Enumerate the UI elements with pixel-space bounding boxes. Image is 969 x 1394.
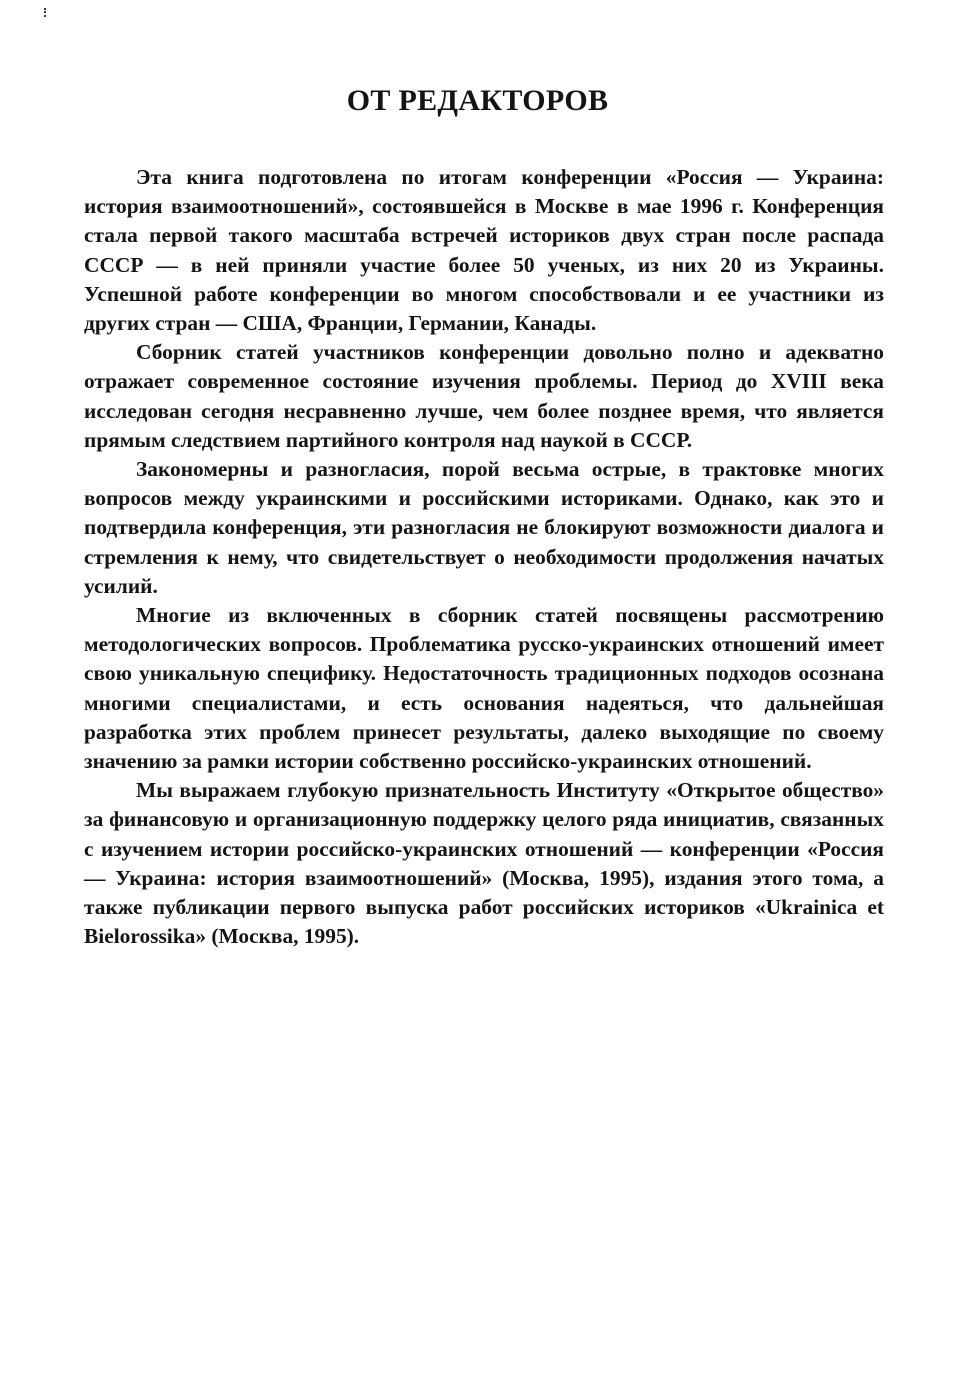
paragraph-3: Закономерны и разногласия, порой весьма острые, в трактовке многих вопросов между украинскими и российскими историками. Однако, как это и подтвердила конференция, эти разногласия не блокируют возможности диалога и стремления к нему, что свидетельствует о необходимости продолжения начатых усилий. <box>84 457 884 598</box>
page-title: ОТ РЕДАКТОРОВ <box>346 84 609 117</box>
paragraph-1: Эта книга подготовлена по итогам конференции «Россия — Украина: история взаимоотношений», состоявшейся в Москве в мае 1996 г. Конференция стала первой такого масштаба встречей историков двух стран после распада СССР — в ней приняли участие более 50 ученых, из них 20 из Украины. Успешной работе конференции во многом способствовали и ее участники из других стран — США, Франции, Германии, Канады. <box>84 165 884 336</box>
paragraph-2: Сборник статей участников конференции довольно полно и адекватно отражает современное состояние изучения проблемы. Период до XVIII века исследован сегодня несравненно лучше, чем более позднее время, что является прямым следствием партийного контроля над наукой в СССР. <box>84 340 884 452</box>
paragraph-4: Многие из включенных в сборник статей посвящены рассмотрению методологических вопросов. Проблематика русско-украинских отношений имеет свою уникальную специфику. Недостаточность традиционных подходов осознана многими специалистами, и есть основания надеяться, что дальнейшая разработка этих проблем принесет результаты, далеко выходящие по своему значению за рамки истории собственно российско-украинских отношений. <box>84 603 884 774</box>
paragraph-5: Мы выражаем глубокую признательность Институту «Открытое общество» за финансовую и организационную поддержку целого ряда инициатив, связанных с изучением истории российско-украинских отношений — конференции «Россия — Украина: история взаимоотношений» (Москва, 1995), издания этого тома, а также публикации первого выпуска работ российских историков «Ukrainica et Bielorossika» (Москва, 1995). <box>84 778 884 949</box>
scan-mark <box>44 8 48 17</box>
document-body <box>84 163 884 951</box>
